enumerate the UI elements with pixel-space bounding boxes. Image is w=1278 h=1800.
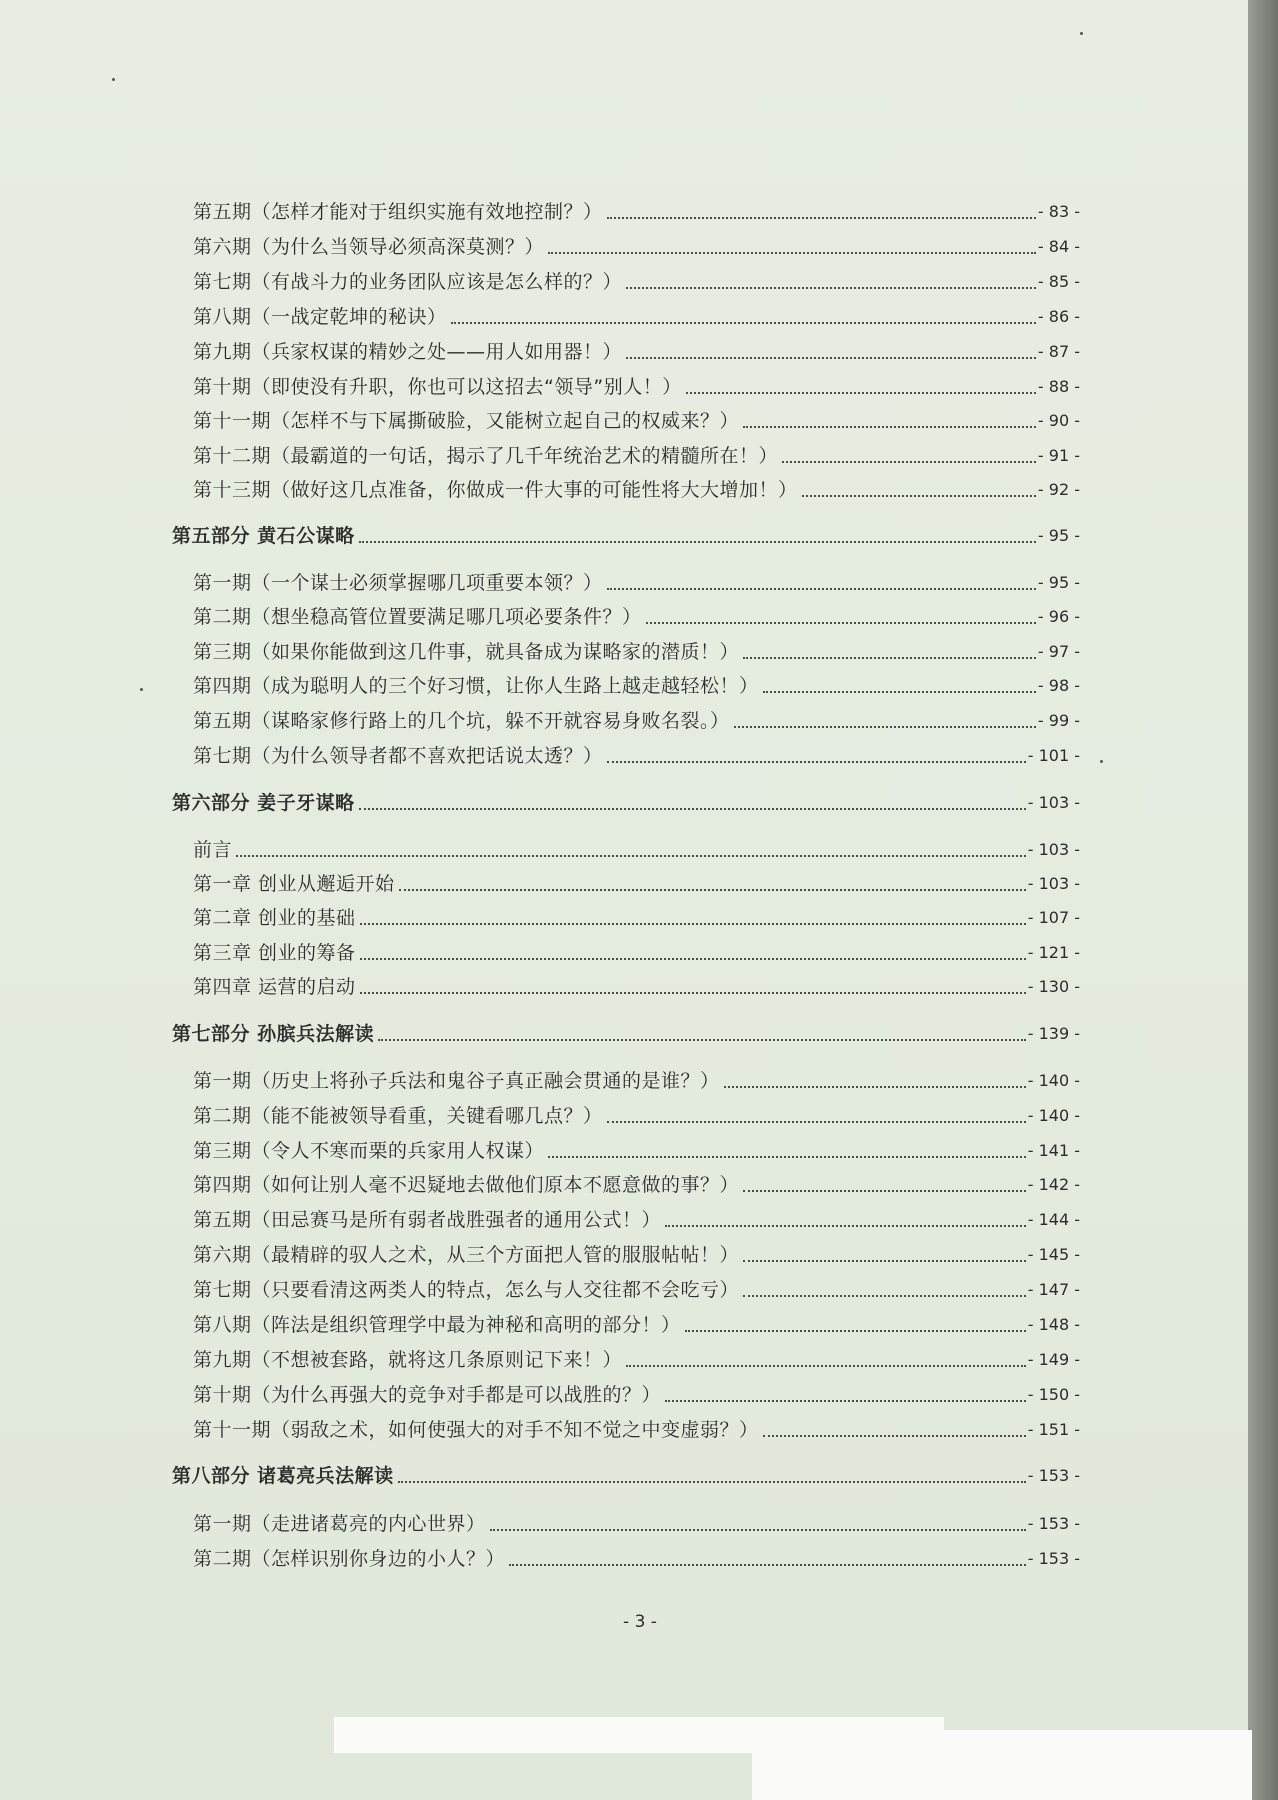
toc-leader-dots (378, 1038, 1026, 1041)
toc-page-number: - 95 - (1037, 526, 1080, 545)
toc-entry-row (193, 444, 1080, 468)
toc-leader-dots (743, 1189, 1026, 1192)
toc-entry-row (193, 235, 1080, 259)
toc-entry-title: 第十一期（怎样不与下属撕破脸，又能树立起自己的权威来？） (193, 410, 740, 432)
toc-entry-title: 第六期（最精辟的驭人之术，从三个方面把人管的服服帖帖！） (193, 1244, 740, 1266)
toc-entry-title: 第十一期（弱敌之术，如何使强大的对手不知不觉之中变虚弱？） (193, 1419, 759, 1441)
toc-section-row (172, 524, 1080, 548)
toc-entry-row (193, 478, 1080, 502)
toc-entry-title: 第七期（为什么领导者都不喜欢把话说太透？） (193, 745, 603, 767)
toc-entry-title: 第一期（历史上将孙子兵法和鬼谷子真正融会贯通的是谁？） (193, 1070, 720, 1092)
page-edge-shadow (1248, 0, 1278, 1800)
toc-leader-dots (724, 1085, 1026, 1088)
toc-leader-dots (398, 1480, 1026, 1483)
toc-leader-dots (763, 1434, 1026, 1437)
toc-entry-row (193, 1173, 1080, 1197)
toc-entry-title: 第七期（有战斗力的业务团队应该是怎么样的？） (193, 271, 623, 293)
toc-page-number: - 139 - (1027, 1024, 1080, 1043)
toc-entry-title: 第一章 创业从邂逅开始 (193, 873, 395, 895)
toc-entry-row (193, 709, 1080, 733)
toc-entry-title: 第三期（如果你能做到这几件事，就具备成为谋略家的潜质！） (193, 641, 740, 663)
toc-entry-row (193, 340, 1080, 364)
toc-entry-title: 第十期（即使没有升职，你也可以这招去“领导”别人！） (193, 376, 682, 398)
toc-entry-row (193, 375, 1080, 399)
toc-leader-dots (236, 854, 1026, 857)
toc-page-number: - 103 - (1027, 874, 1080, 893)
toc-entry-row (193, 1278, 1080, 1302)
toc-entry-row (193, 1243, 1080, 1267)
toc-leader-dots (548, 251, 1036, 254)
toc-page-number: - 86 - (1037, 307, 1080, 326)
toc-page-number: - 98 - (1037, 676, 1080, 695)
toc-entry-title: 第四期（如何让别人毫不迟疑地去做他们原本不愿意做的事？） (193, 1174, 740, 1196)
toc-page-number: - 144 - (1027, 1210, 1080, 1229)
toc-page-number: - 140 - (1027, 1106, 1080, 1125)
toc-leader-dots (548, 1155, 1026, 1158)
toc-entry-row (193, 1512, 1080, 1536)
toc-leader-dots (607, 760, 1026, 763)
toc-entry-row (193, 305, 1080, 329)
toc-entry-row (193, 941, 1080, 965)
toc-entry-title: 第八期（一战定乾坤的秘诀） (193, 306, 447, 328)
toc-entry-row (193, 640, 1080, 664)
toc-entry-title: 第二章 创业的基础 (193, 907, 356, 929)
toc-entry-row (193, 1348, 1080, 1372)
toc-entry-row (193, 200, 1080, 224)
toc-entry-title: 第九期（兵家权谋的精妙之处——用人如用器！） (193, 341, 623, 363)
toc-entry-title: 第十二期（最霸道的一句话，揭示了几千年统治艺术的精髓所在！） (193, 445, 779, 467)
toc-entry-row (193, 1418, 1080, 1442)
toc-page-number: - 87 - (1037, 342, 1080, 361)
toc-entry-title: 第六部分 姜子牙谋略 (172, 792, 355, 814)
toc-page-number: - 142 - (1027, 1175, 1080, 1194)
toc-entry-row (193, 409, 1080, 433)
toc-page-number: - 88 - (1037, 377, 1080, 396)
toc-entry-title: 第五期（田忌赛马是所有弱者战胜强者的通用公式！） (193, 1209, 662, 1231)
toc-leader-dots (399, 888, 1026, 891)
toc-page-number: - 150 - (1027, 1385, 1080, 1404)
toc-entry-row (193, 1139, 1080, 1163)
toc-entry-row (193, 975, 1080, 999)
toc-entry-title: 第六期（为什么当领导必须高深莫测？） (193, 236, 545, 258)
toc-entry-title: 第十三期（做好这几点准备，你做成一件大事的可能性将大大增加！） (193, 479, 798, 501)
toc-leader-dots (782, 460, 1036, 463)
toc-page-number: - 103 - (1027, 793, 1080, 812)
toc-entry-row (193, 270, 1080, 294)
toc-entry-title: 第五期（怎样才能对于组织实施有效地控制？） (193, 201, 603, 223)
toc-page-number: - 153 - (1027, 1514, 1080, 1533)
toc-entry-row (193, 1383, 1080, 1407)
toc-leader-dots (743, 1294, 1026, 1297)
toc-entry-row (193, 1313, 1080, 1337)
toc-page-number: - 96 - (1037, 607, 1080, 626)
toc-page-number: - 83 - (1037, 202, 1080, 221)
toc-page-number: - 99 - (1037, 711, 1080, 730)
toc-page-number: - 141 - (1027, 1141, 1080, 1160)
toc-leader-dots (607, 587, 1036, 590)
toc-leader-dots (665, 1399, 1026, 1402)
toc-page-number: - 147 - (1027, 1280, 1080, 1299)
toc-entry-row (193, 674, 1080, 698)
toc-leader-dots (360, 991, 1026, 994)
toc-leader-dots (490, 1528, 1026, 1531)
toc-entry-title: 第八期（阵法是组织管理学中最为神秘和高明的部分！） (193, 1314, 681, 1336)
toc-page-number: - 145 - (1027, 1245, 1080, 1264)
toc-leader-dots (451, 321, 1036, 324)
toc-entry-row (193, 1069, 1080, 1093)
toc-section-row (172, 1022, 1080, 1046)
toc-leader-dots (607, 1120, 1026, 1123)
toc-leader-dots (685, 1329, 1026, 1332)
toc-entry-row (193, 838, 1080, 862)
toc-page-number: - 84 - (1037, 237, 1080, 256)
toc-leader-dots (626, 356, 1036, 359)
scan-speck (1080, 32, 1083, 35)
toc-leader-dots (763, 690, 1036, 693)
toc-page-number: - 91 - (1037, 446, 1080, 465)
toc-leader-dots (646, 621, 1036, 624)
toc-entry-row (193, 571, 1080, 595)
toc-entry-title: 第五部分 黄石公谋略 (172, 525, 355, 547)
toc-leader-dots (607, 216, 1036, 219)
toc-entry-title: 第二期（能不能被领导看重，关键看哪几点？） (193, 1105, 603, 1127)
toc-entry-row (193, 1208, 1080, 1232)
toc-page-number: - 153 - (1027, 1466, 1080, 1485)
scan-speck (112, 78, 115, 81)
toc-entry-row (193, 1547, 1080, 1571)
toc-leader-dots (743, 1259, 1026, 1262)
toc-entry-title: 前言 (193, 839, 233, 861)
toc-entry-title: 第八部分 诸葛亮兵法解读 (172, 1465, 394, 1487)
toc-page-number: - 130 - (1027, 977, 1080, 996)
toc-page-number: - 121 - (1027, 943, 1080, 962)
toc-page-number: - 95 - (1037, 573, 1080, 592)
toc-page-number: - 153 - (1027, 1549, 1080, 1568)
toc-entry-title: 第五期（谋略家修行路上的几个坑，躲不开就容易身败名裂。） (193, 710, 730, 732)
toc-entry-row (193, 1104, 1080, 1128)
toc-page-number: - 149 - (1027, 1350, 1080, 1369)
toc-page-number: - 107 - (1027, 908, 1080, 927)
toc-page-number: - 90 - (1037, 411, 1080, 430)
toc-leader-dots (734, 725, 1036, 728)
toc-entry-row (193, 744, 1080, 768)
toc-section-row (172, 1464, 1080, 1488)
toc-leader-dots (509, 1563, 1026, 1566)
toc-page-number: - 140 - (1027, 1071, 1080, 1090)
toc-page-number: - 85 - (1037, 272, 1080, 291)
toc-entry-title: 第三章 创业的筹备 (193, 942, 356, 964)
toc-page-number: - 101 - (1027, 746, 1080, 765)
toc-leader-dots (626, 1364, 1026, 1367)
toc-entry-title: 第七部分 孙膑兵法解读 (172, 1023, 375, 1045)
toc-page-number: - 97 - (1037, 642, 1080, 661)
toc-leader-dots (686, 391, 1036, 394)
toc-entry-row (193, 906, 1080, 930)
toc-entry-row (193, 872, 1080, 896)
toc-leader-dots (802, 494, 1036, 497)
toc-entry-title: 第四章 运营的启动 (193, 976, 356, 998)
toc-page-number: - 92 - (1037, 480, 1080, 499)
toc-entry-row (193, 605, 1080, 629)
toc-leader-dots (626, 286, 1036, 289)
toc-entry-title: 第一期（走进诸葛亮的内心世界） (193, 1513, 486, 1535)
toc-page-number: - 148 - (1027, 1315, 1080, 1334)
toc-entry-title: 第四期（成为聪明人的三个好习惯，让你人生路上越走越轻松！） (193, 675, 759, 697)
toc-leader-dots (359, 540, 1036, 543)
toc-entry-title: 第一期（一个谋士必须掌握哪几项重要本领？） (193, 572, 603, 594)
toc-entry-title: 第九期（不想被套路，就将这几条原则记下来！） (193, 1349, 623, 1371)
toc-leader-dots (743, 425, 1036, 428)
toc-page-number: - 103 - (1027, 840, 1080, 859)
toc-entry-title: 第三期（令人不寒而栗的兵家用人权谋） (193, 1140, 545, 1162)
toc-leader-dots (360, 922, 1026, 925)
scan-speck (140, 688, 143, 691)
toc-leader-dots (359, 807, 1026, 810)
toc-leader-dots (360, 957, 1026, 960)
scan-speck (1100, 760, 1103, 763)
toc-leader-dots (743, 656, 1036, 659)
redaction-strip (752, 1730, 1252, 1800)
toc-entry-title: 第七期（只要看清这两类人的特点，怎么与人交往都不会吃亏） (193, 1279, 740, 1301)
toc-page-number: - 151 - (1027, 1420, 1080, 1439)
toc-leader-dots (665, 1224, 1026, 1227)
toc-entry-title: 第十期（为什么再强大的竞争对手都是可以战胜的？） (193, 1384, 662, 1406)
toc-entry-title: 第二期（怎样识别你身边的小人？） (193, 1548, 506, 1570)
toc-entry-title: 第二期（想坐稳高管位置要满足哪几项必要条件？） (193, 606, 642, 628)
toc-section-row (172, 791, 1080, 815)
page-number: - 3 - (623, 1612, 657, 1632)
